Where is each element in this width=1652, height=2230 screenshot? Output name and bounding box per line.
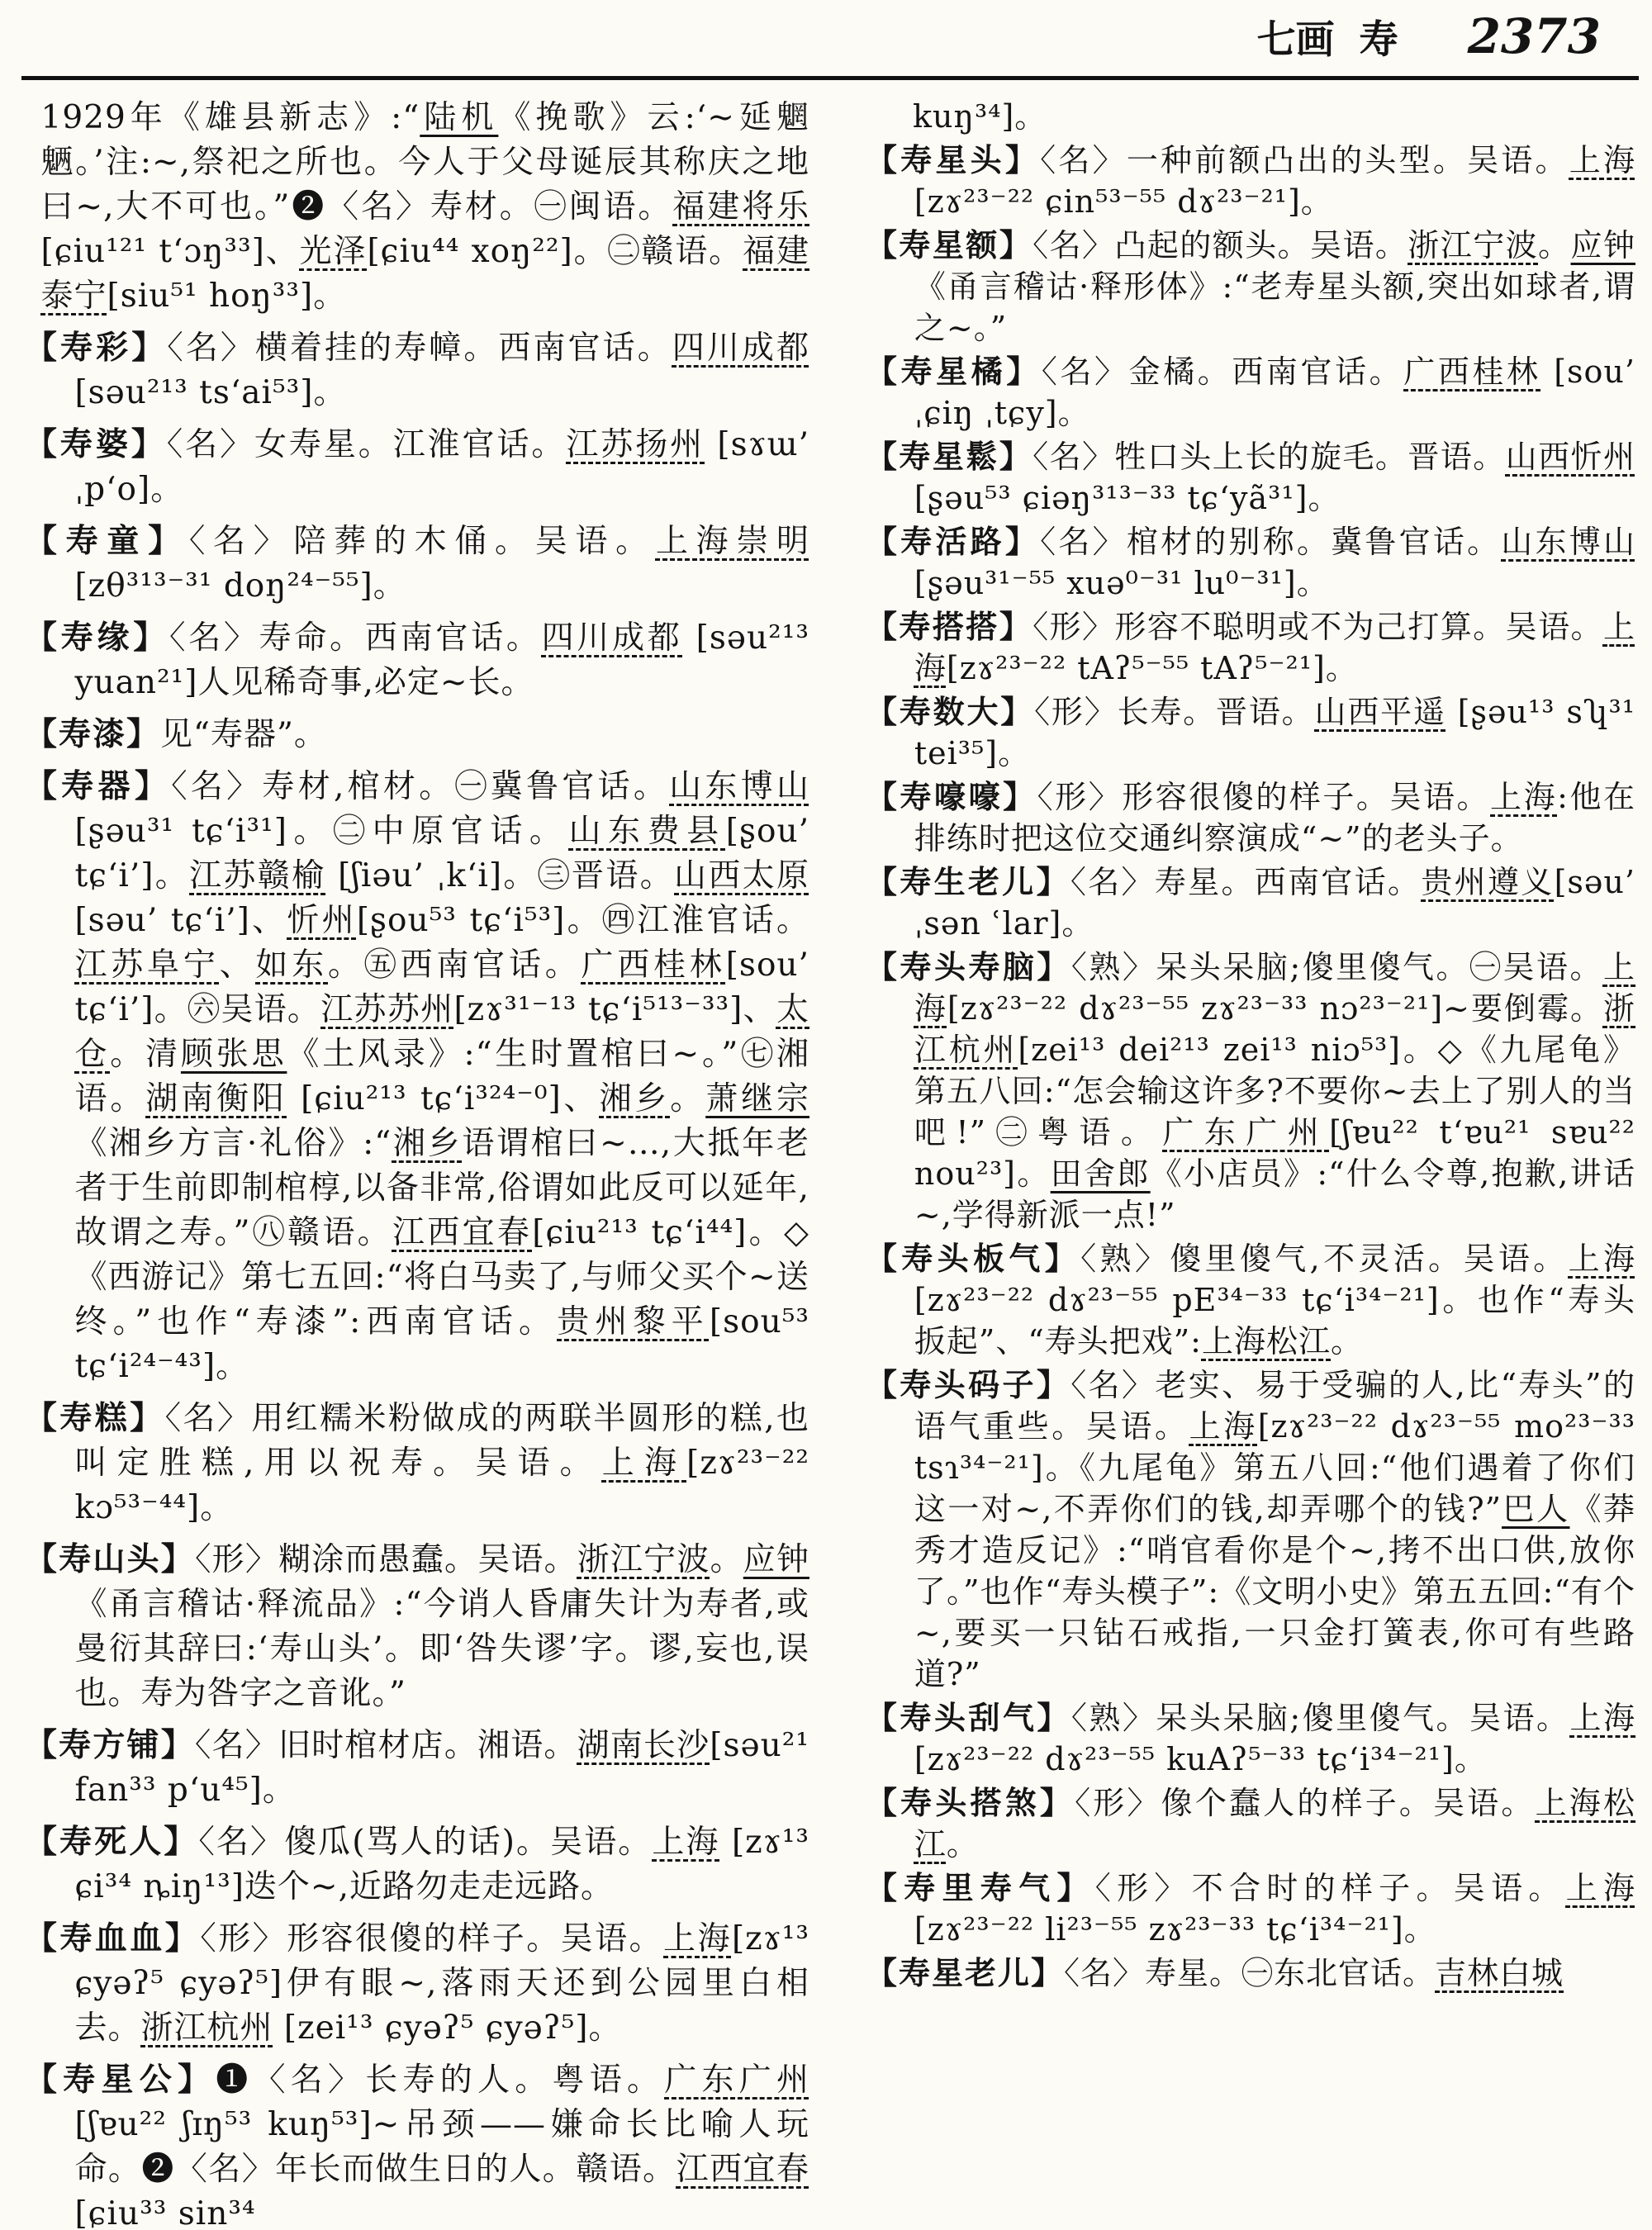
- entry-text: 。清: [110, 1036, 181, 1073]
- person-name: 巴人: [1502, 1491, 1570, 1527]
- place-name: 吉林白城: [1435, 1955, 1564, 1991]
- entry-text: 〈熟〉傻里傻气,不灵活。吴语。: [1080, 1241, 1569, 1277]
- entry-text: [ɕiu⁴⁴ xoŋ²²]。㊁赣语。: [367, 233, 743, 270]
- place-name: 山西忻州: [1505, 439, 1635, 475]
- place-name: 上海: [1189, 1408, 1258, 1445]
- entry-text: 《土风录》:“生时置棺曰~。”㊆湘语。: [74, 1036, 809, 1117]
- dict-entry: [866, 1952, 1635, 1994]
- person-name: 田舍郎: [1050, 1155, 1151, 1192]
- entry-text: [ɕiu²¹³ tɕ‘i⁴⁴]。◇《西游记》第七五回:“将白马卖了,与师父买个~送终。”也作“寿漆”:西南官话。: [74, 1214, 809, 1340]
- entry-text: [ʃɐu²² t‘ɐu²¹ sɐu²² nou²³]。: [914, 1114, 1636, 1192]
- entry-text: [siu⁵¹ hoŋ³³]。: [107, 278, 347, 315]
- dict-entry: [866, 1782, 1635, 1865]
- dict-entry: [25, 1820, 809, 1910]
- entry-text: [zɤ¹³ ɕyəʔ⁵ ɕyəʔ⁵]伊有眼~,落雨天还到公园里白相去。: [74, 1920, 809, 2047]
- column-right: [866, 96, 1635, 1996]
- dict-entry: [866, 1238, 1635, 1362]
- dict-entry: [866, 521, 1635, 604]
- entry-text: 〈形〉不合时的样子。吴语。: [1094, 1870, 1566, 1906]
- place-name: 江西宜春: [676, 2151, 809, 2188]
- place-name: 江苏扬州: [566, 426, 705, 463]
- entry-headword: 【寿糕】: [25, 1399, 165, 1437]
- entry-text: 。: [670, 1080, 706, 1117]
- entry-text: 〈形〉长寿。晋语。: [1034, 694, 1315, 730]
- place-name: 上海: [1569, 1700, 1635, 1736]
- entry-headword: 【寿头搭煞】: [866, 1784, 1075, 1821]
- dict-entry: [25, 1537, 809, 1716]
- head-character: 寿: [1359, 17, 1398, 63]
- entry-text: [səu²¹ fan³³ p‘u⁴⁵]。: [74, 1727, 809, 1809]
- entry-text: 〈名〉凸起的额头。吴语。: [1032, 227, 1408, 263]
- entry-text: 见“寿器”。: [160, 716, 327, 753]
- person-name: 应钟: [743, 1541, 809, 1578]
- stroke-section-label: 七画: [1256, 17, 1335, 63]
- page-header: [0, 8, 1601, 73]
- place-name: 浙江杭州: [914, 990, 1635, 1068]
- entry-text: [ɕiu¹²¹ t‘ɔŋ³³]、: [40, 233, 300, 270]
- entry-headword: 【寿婆】: [25, 425, 167, 463]
- entry-text: [zɤ²³⁻²² li²³⁻⁵⁵ zɤ²³⁻³³ tɕ‘i³⁴⁻²¹]。: [914, 1911, 1436, 1948]
- entry-headword: 【寿生老儿】: [866, 863, 1070, 900]
- entry-text: :他在排练时把这位交通纠察演成“~”的老头子。: [914, 779, 1635, 856]
- place-name: 广东广州: [1162, 1114, 1330, 1151]
- entry-text: [ʂou’ tɕ‘i’]。: [74, 813, 809, 894]
- entry-text: [zɤ²³⁻²² dɤ²³⁻⁵⁵ mo²³⁻³³ tsɿ³⁴⁻²¹]。《九尾龟》第五八回:“他们遇着了你们这一对~,不弄你们的钱,却弄哪个的钱?”: [914, 1408, 1635, 1527]
- entry-text: 〈熟〉呆头呆脑;傻里傻气。吴语。: [1070, 1700, 1570, 1736]
- entry-text: 。: [1331, 1323, 1364, 1359]
- dict-entry: [25, 96, 809, 319]
- entry-headword: 【寿方铺】: [25, 1726, 195, 1764]
- place-name: 贵州遵义: [1421, 864, 1555, 900]
- entry-text: 〈名〉用红糯米粉做成的两联半圆形的糕,也叫定胜糕,用以祝寿。吴语。: [74, 1400, 809, 1482]
- entry-headword: 【寿星鬆】: [866, 438, 1033, 475]
- dict-entry: [866, 776, 1635, 859]
- place-name: 江苏赣榆: [189, 857, 326, 894]
- entry-text: [ʂəu⁵³ ɕiəŋ³¹³⁻³³ tɕ‘yã³¹]。: [914, 480, 1341, 516]
- place-name: 江苏苏州: [320, 991, 454, 1028]
- entry-text: [səu’ tɕ‘i’]、: [74, 902, 287, 939]
- dict-entry: [866, 351, 1635, 434]
- dict-entry: [866, 96, 1635, 137]
- entry-text: 〈名〉陪葬的木俑。吴语。: [188, 523, 656, 560]
- dict-entry: [866, 225, 1635, 349]
- entry-headword: 【寿山头】: [25, 1540, 195, 1578]
- entry-text: 〈名〉寿星。㊀东北官话。: [1064, 1955, 1436, 1991]
- entry-text: [sou’ ˌɕiŋ ˌtɕy]。: [914, 353, 1635, 431]
- entry-text: 。: [946, 1826, 979, 1862]
- entry-text: [zɤ²³⁻²² ɕin⁵³⁻⁵⁵ dɤ²³⁻²¹]。: [914, 183, 1333, 220]
- place-name: 上海崇明: [655, 523, 809, 560]
- dict-entry: [25, 764, 809, 1389]
- entry-text: 《湘乡方言·礼俗》:“: [74, 1125, 392, 1162]
- entry-text: ❶〈名〉长寿的人。粤语。: [216, 2062, 665, 2099]
- entry-text: [ɕiu²¹³ tɕ‘i³²⁴⁻⁰]、: [287, 1080, 600, 1117]
- place-name: 上海: [663, 1920, 732, 1957]
- place-name: 江西宜春: [392, 1214, 533, 1251]
- entry-headword: 【寿缘】: [25, 619, 169, 657]
- entry-text: [səu²¹³ ts‘ai⁵³]。: [74, 374, 347, 411]
- entry-headword: 【寿彩】: [25, 329, 168, 367]
- entry-text: kuŋ³⁴]。: [913, 98, 1047, 135]
- entry-headword: 【寿头刮气】: [866, 1699, 1071, 1736]
- dict-entry: [25, 1396, 809, 1530]
- entry-text: [ʂou⁵³ tɕ‘i⁵³]。㊃江淮官话。: [356, 902, 809, 939]
- dict-entry: [866, 436, 1635, 519]
- place-name: 四川成都: [541, 619, 683, 657]
- place-name: 山西太原: [674, 857, 809, 894]
- entry-text: [sou’ tɕ‘i’]。㊅吴语。: [74, 947, 809, 1028]
- dict-entry: [866, 861, 1635, 944]
- entry-text: [ʃɐu²² ʃɪŋ⁵³ kuŋ⁵³]~吊颈——嫌命长比喻人玩命。❷〈名〉年长而做生日的人。赣语。: [74, 2106, 809, 2188]
- place-name: 山东博山: [669, 768, 809, 805]
- entry-text: 《莽秀才造反记》:“哨官看你是个~,拷不出口供,放你了。”也作“寿头模子”:《文明小史》第五五回:“有个~,要买一只钻石戒指,一只金打簧表,你可有些路道?”: [914, 1491, 1635, 1692]
- place-name: 如东: [255, 947, 328, 984]
- entry-headword: 【寿血血】: [25, 1919, 201, 1957]
- place-name: 湘乡: [599, 1080, 671, 1117]
- entry-headword: 【寿里寿气】: [866, 1869, 1095, 1906]
- entry-headword: 【寿头码子】: [866, 1366, 1071, 1403]
- place-name: 山东博山: [1501, 524, 1635, 560]
- entry-headword: 【寿搭搭】: [866, 608, 1033, 645]
- place-name: 山东费县: [568, 813, 726, 850]
- place-name: 上海: [1490, 779, 1558, 815]
- column-left: [25, 96, 809, 2230]
- entry-text: 、: [219, 947, 256, 984]
- entry-text: 〈名〉金橘。西南官话。: [1041, 353, 1404, 390]
- entry-text: [zɤ¹³ ɕi³⁴ ȵiŋ¹³]迭个~,近路勿走走远路。: [74, 1824, 809, 1905]
- entry-text: 。㊄西南官话。: [328, 947, 582, 984]
- entry-text: [zei¹³ ɕyəʔ⁵ ɕyəʔ⁵]。: [273, 2009, 622, 2047]
- place-name: 山西平遥: [1314, 694, 1446, 730]
- entry-text: 〈名〉一种前额凸出的头型。吴语。: [1040, 142, 1569, 178]
- place-name: 湖南衡阳: [145, 1080, 287, 1117]
- entry-text: [ɕiu³³ sin³⁴: [74, 2195, 256, 2230]
- place-name: 上海: [1569, 142, 1635, 178]
- entry-text: 〈名〉傻瓜(骂人的话)。吴语。: [198, 1824, 653, 1861]
- place-name: 上海: [601, 1445, 687, 1482]
- place-name: 上海: [1565, 1870, 1635, 1906]
- entry-text: 〈名〉寿命。西南官话。: [169, 619, 542, 657]
- entry-headword: 【寿星头】: [866, 141, 1041, 178]
- entry-text: [zθ³¹³⁻³¹ doŋ²⁴⁻⁵⁵]。: [74, 567, 406, 605]
- entry-headword: 【寿漆】: [25, 715, 161, 753]
- entry-text: 〈形〉形容很傻的样子。吴语。: [200, 1920, 664, 1957]
- dict-entry: [25, 1916, 809, 2051]
- entry-text: 〈名〉牲口头上长的旋毛。晋语。: [1032, 439, 1506, 475]
- entry-headword: 【寿器】: [25, 767, 172, 805]
- entry-text: 《甬言稽诂·释流品》:“今诮人昏庸失计为寿者,或曼衍其辞曰:‘寿山头’。即‘咎失谬’字。谬,妄也,误也。寿为咎字之音讹。”: [74, 1586, 809, 1712]
- entry-text: 〈名〉棺材的别称。冀鲁官话。: [1040, 524, 1502, 560]
- place-name: 广东广州: [664, 2062, 809, 2099]
- place-name: 上海: [914, 949, 1635, 1027]
- dict-entry: [866, 140, 1635, 222]
- entry-text: [ʃiəu’ ˌk‘i]。㊂晋语。: [325, 857, 675, 894]
- entry-text: 。: [1538, 227, 1571, 263]
- entry-text: 〈名〉女寿星。江淮官话。: [166, 426, 567, 463]
- dict-entry: [25, 2057, 809, 2230]
- place-name: 四川成都: [672, 330, 809, 367]
- place-name: 福建泰宁: [40, 233, 809, 315]
- place-name: 忻州: [287, 902, 357, 939]
- dict-entry: [25, 615, 809, 705]
- entry-text: 〈名〉老实、易于受骗的人,比“寿头”的语气重些。吴语。: [914, 1367, 1635, 1445]
- entry-text: [zɤ²³⁻²² kɔ⁵³⁻⁴⁴]。: [74, 1445, 809, 1526]
- header-divider-rule: [21, 76, 1639, 80]
- dict-entry: [866, 1364, 1635, 1695]
- entry-text: 〈名〉横着挂的寿幛。西南官话。: [167, 330, 672, 367]
- place-name: 浙江宁波: [1408, 227, 1539, 263]
- entry-text: [ʂəu³¹⁻⁵⁵ xuə⁰⁻³¹ lu⁰⁻³¹]。: [914, 565, 1329, 601]
- dict-entry: [866, 1697, 1635, 1780]
- entry-text: 〈形〉像个蠢人的样子。吴语。: [1075, 1785, 1536, 1821]
- entry-text: 〈名〉寿星。西南官话。: [1070, 864, 1422, 900]
- entry-text: 〈名〉寿材,棺材。㊀冀鲁官话。: [171, 768, 670, 805]
- entry-headword: 【寿数大】: [866, 693, 1035, 730]
- entry-headword: 【寿童】: [25, 522, 189, 560]
- entry-text: [zɤ²³⁻²² dɤ²³⁻⁵⁵ zɤ²³⁻³³ nɔ²³⁻²¹]~要倒霉。: [947, 990, 1603, 1027]
- entry-text: 《小店员》:“什么令尊,抱歉,讲话~,学得新派一点!”: [914, 1155, 1635, 1233]
- entry-text: 语谓棺曰~…,大抵年老者于生前即制棺椁,以备非常,俗谓如此反可以延年,故谓之寿。”㊇赣语。: [74, 1125, 809, 1251]
- place-name: 上海松江: [1201, 1323, 1331, 1359]
- place-name: 浙江杭州: [140, 2009, 273, 2047]
- entry-text: 〈熟〉呆头呆脑;傻里傻气。㊀吴语。: [1070, 949, 1603, 985]
- dict-entry: [866, 1867, 1635, 1950]
- place-name: 上海: [1568, 1241, 1635, 1277]
- entry-text: [sou⁵³ tɕ‘i²⁴⁻⁴³]。: [74, 1303, 809, 1385]
- dict-entry: [25, 712, 809, 757]
- entry-headword: 【寿头寿脑】: [866, 948, 1071, 985]
- entry-headword: 【寿死人】: [25, 1823, 199, 1861]
- place-name: 湘乡: [392, 1125, 463, 1162]
- place-name: 江苏阜宁: [74, 947, 220, 984]
- place-name: 福建将乐: [672, 188, 809, 225]
- entry-headword: 【寿星额】: [866, 226, 1033, 263]
- entry-text: 〈形〉形容不聪明或不为己打算。吴语。: [1032, 609, 1603, 645]
- place-name: 上海: [652, 1824, 720, 1861]
- place-name: 广西桂林: [1403, 353, 1541, 390]
- entry-text: [zei¹³ dei²¹³ zei¹³ niɔ⁵³]。◇《九尾龟》第五八回:“怎会输这许多?不要你~去上了别人的当吧!”㊁粤语。: [914, 1032, 1635, 1151]
- entry-text: [səu’ ˌsən ʿlar]。: [914, 864, 1635, 942]
- person-name: 应钟: [1570, 227, 1635, 263]
- dict-entry: [866, 691, 1635, 774]
- dict-entry: [866, 947, 1635, 1236]
- entry-text: [səu²¹³ yuan²¹]人见稀奇事,必定~长。: [74, 619, 809, 701]
- dict-entry: [25, 1723, 809, 1813]
- entry-text: [zɤ³¹⁻¹³ tɕ‘i⁵¹³⁻³³]、: [453, 991, 776, 1028]
- place-name: 广西桂林: [581, 947, 726, 984]
- entry-text: 《甬言稽诂·释形体》:“老寿星头额,突出如球者,谓之~。”: [914, 268, 1635, 346]
- person-name: 陆机: [420, 99, 499, 136]
- entry-headword: 【寿星老儿】: [866, 1954, 1065, 1991]
- entry-headword: 【寿星橘】: [866, 353, 1042, 390]
- place-name: 湖南长沙: [577, 1727, 710, 1764]
- entry-text: [zɤ²³⁻²² dɤ²³⁻⁵⁵ pE³⁴⁻³³ tɕ‘i³⁴⁻²¹]。也作“寿头扳起”、“寿头把戏”:: [914, 1282, 1635, 1359]
- entry-text: [ʂəu¹³ sʮ³¹ tei³⁵]。: [914, 694, 1635, 771]
- person-name: 顾张思: [180, 1036, 287, 1073]
- entry-text: [ʂəu³¹ tɕ‘i³¹]。㊁中原官话。: [74, 813, 569, 850]
- entry-text: 《挽歌》云:‘~延魍魉。’注:~,祭祀之所也。今人于父母诞辰其称庆之地曰~,大不可也。”❷〈名〉寿材。㊀闽语。: [40, 99, 809, 225]
- place-name: 上海松江: [914, 1785, 1635, 1862]
- dict-entry: [25, 422, 809, 512]
- running-head: [1257, 9, 1398, 64]
- entry-text: 1929年《雄县新志》:“: [40, 99, 420, 136]
- entry-headword: 【寿星公】: [25, 2061, 216, 2099]
- entry-headword: 【寿活路】: [866, 523, 1041, 560]
- entry-text: [sɤɯ’ ˌp‘o]。: [74, 426, 809, 508]
- entry-text: [zɤ²³⁻²² tAʔ⁵⁻⁵⁵ tAʔ⁵⁻²¹]。: [946, 650, 1358, 686]
- entry-text: 〈名〉旧时棺材店。湘语。: [194, 1727, 577, 1764]
- entry-text: 〈形〉形容很傻的样子。吴语。: [1037, 779, 1491, 815]
- person-name: 萧继宗: [705, 1080, 809, 1117]
- place-name: 光泽: [299, 233, 368, 270]
- entry-headword: 【寿头板气】: [866, 1240, 1081, 1277]
- dict-entry: [866, 606, 1635, 689]
- dict-entry: [25, 519, 809, 609]
- page-number: 2373: [1467, 8, 1601, 64]
- place-name: 太仓: [74, 991, 809, 1073]
- entry-headword: 【寿嚎嚎】: [866, 778, 1037, 815]
- place-name: 贵州黎平: [557, 1303, 710, 1340]
- entry-text: 。: [710, 1541, 743, 1578]
- place-name: 上海: [914, 609, 1635, 686]
- entry-text: [zɤ²³⁻²² dɤ²³⁻⁵⁵ kuAʔ⁵⁻³³ tɕ‘i³⁴⁻²¹]。: [914, 1741, 1487, 1777]
- entry-text: 〈形〉糊涂而愚蠢。吴语。: [194, 1541, 577, 1578]
- dict-entry: [25, 325, 809, 415]
- place-name: 浙江宁波: [577, 1541, 710, 1578]
